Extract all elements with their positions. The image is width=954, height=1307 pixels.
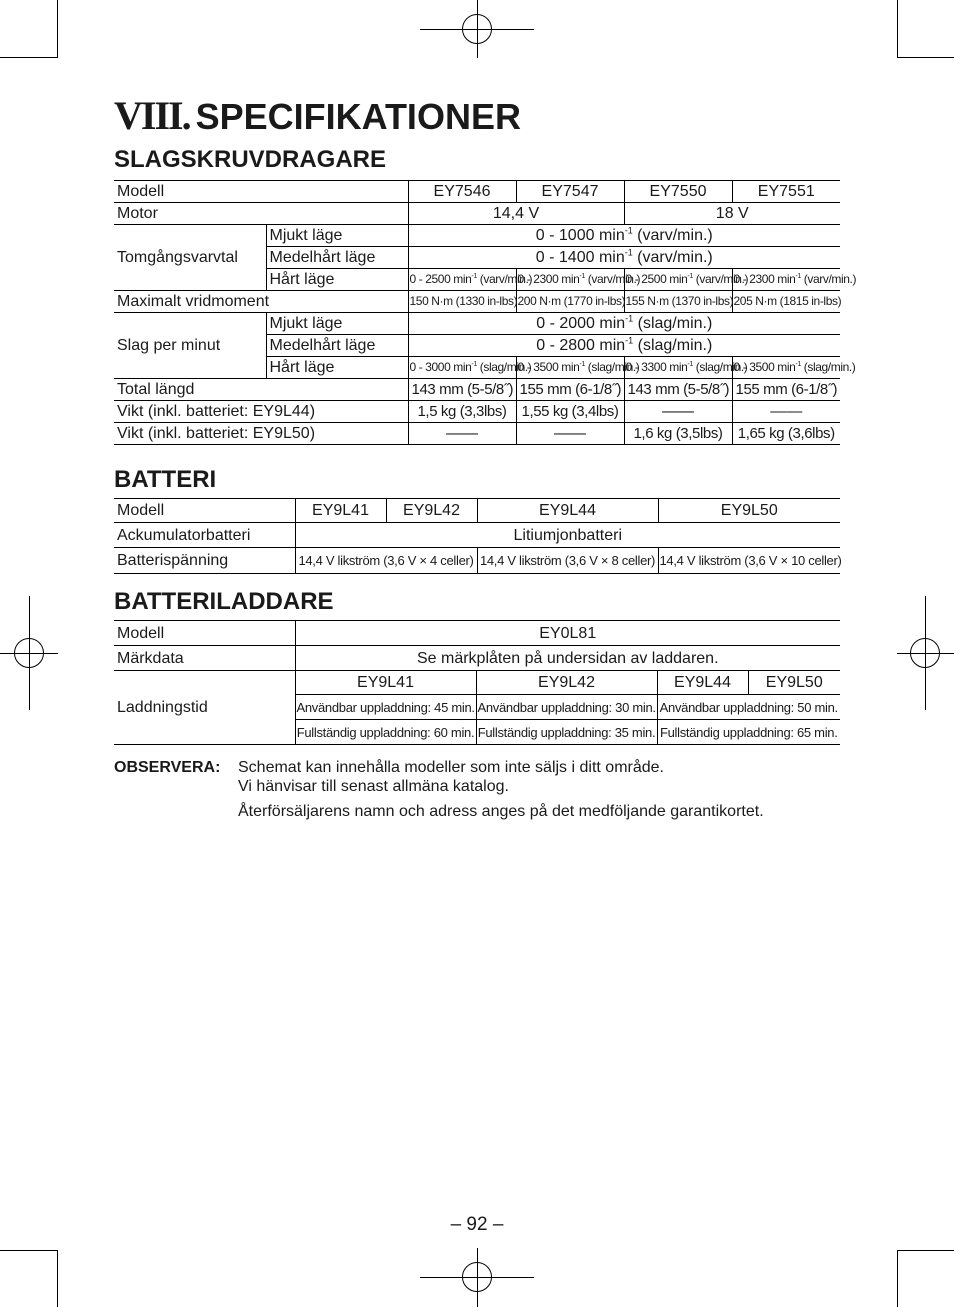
cell-label: Maximalt vridmoment [114,291,408,313]
cell-model: EY9L41 [295,499,386,523]
cell-value: 0 - 1000 $\min^{-1}$ (varv/min.) [408,225,840,247]
cell-sublabel: Mjukt läge [266,225,408,247]
chapter-number: VIII. [114,93,190,138]
cell-sublabel: Medelhårt läge [266,335,408,357]
table-slagskruvdragare [114,180,857,445]
cell-value: 0 - 3300 $\min^{-1}$ (slag/min.) [624,357,732,379]
crop-mark [897,57,954,58]
registration-mark [420,1248,534,1307]
table-row [114,401,840,423]
cell-value: —— [408,423,516,445]
section-heading-batteri: BATTERI [114,466,217,493]
cell-value: 155 mm (6-1/8˝) [732,379,840,401]
crop-mark [57,0,58,58]
cell-value: 14,4 V likström (3,6 V × 10 celler) [658,548,840,574]
registration-mark [897,596,954,710]
cell-sublabel: Hårt läge [266,357,408,379]
cell-value: 1,6 kg (3,5lbs) [624,423,732,445]
note-line: Återförsäljarens namn och adress anges på det medföljande garantikortet. [238,803,764,820]
cell-model: EY9L44 [657,671,748,695]
note-line: Schemat kan innehålla modeller som inte säljs i ditt område. [238,759,664,776]
cell-label: Slag per minut [114,313,266,379]
note-text [238,758,764,821]
cell-value: 143 mm (5-5/8˝) [408,379,516,401]
cell-label: Modell [114,621,295,646]
cell-value: 1,5 kg (3,3lbs) [408,401,516,423]
cell-model: EY7547 [516,181,624,203]
cell-value: 0 - 3500 $\min^{-1}$ (slag/min.) [732,357,840,379]
crop-mark [897,0,898,58]
table-row [114,621,840,646]
cell-value: Fullständig uppladdning: 65 min. [657,720,840,745]
cell-value: 150 N·m (1330 in-lbs) [408,291,516,313]
cell-label: Vikt (inkl. batteriet: EY9L50) [114,423,408,445]
crop-mark [897,1250,898,1307]
table-row [114,181,840,203]
cell-value: 0 - 2300 $\min^{-1}$ (varv/min.) [516,269,624,291]
page-title [114,92,521,139]
cell-value: 205 N·m (1815 in-lbs) [732,291,840,313]
cell-value: 14,4 V likström (3,6 V × 4 celler) [295,548,477,574]
table-batteriladdare [114,620,840,745]
cell-value: 0 - 2500 $\min^{-1}$ (varv/min.) [624,269,732,291]
cell-value: Användbar uppladdning: 50 min. [657,695,840,720]
cell-value: Användbar uppladdning: 30 min. [476,695,657,720]
cell-label: Märkdata [114,646,295,671]
cell-value: 1,55 kg (3,4lbs) [516,401,624,423]
cell-value: 18 V [624,203,840,225]
cell-value: —— [624,401,732,423]
cell-value: Fullständig uppladdning: 35 min. [476,720,657,745]
registration-mark [420,0,534,58]
cell-model: EY7550 [624,181,732,203]
crop-mark [0,1250,58,1251]
cell-value: —— [732,401,840,423]
crop-mark [897,1250,954,1251]
cell-model: EY9L50 [658,499,840,523]
cell-label: Ackumulatorbatteri [114,523,295,548]
note-label: OBSERVERA: [114,759,221,776]
cell-value: 0 - 2300 $\min^{-1}$ (varv/min.) [732,269,840,291]
cell-value: 143 mm (5-5/8˝) [624,379,732,401]
cell-value: Användbar uppladdning: 45 min. [295,695,476,720]
table-row [114,423,840,445]
chapter-title: SPECIFIKATIONER [195,96,521,137]
cell-value: 0 - 1400 $\min^{-1}$ (varv/min.) [408,247,840,269]
table-batteri [114,498,840,574]
cell-value: Litiumjonbatteri [295,523,840,548]
cell-label: Modell [114,499,295,523]
cell-model: EY9L42 [476,671,657,695]
cell-label: Total längd [114,379,408,401]
cell-value: 1,65 kg (3,6lbs) [732,423,840,445]
cell-value: 14,4 V likström (3,6 V × 8 celler) [477,548,658,574]
cell-model: EY7551 [732,181,840,203]
cell-value: Se märkplåten på undersidan av laddaren. [295,646,840,671]
cell-label: Vikt (inkl. batteriet: EY9L44) [114,401,408,423]
cell-value: 155 mm (6-1/8˝) [516,379,624,401]
cell-value: 0 - 2000 $\min^{-1}$ (slag/min.) [408,313,840,335]
table-row [114,313,840,335]
cell-value: 155 N·m (1370 in-lbs) [624,291,732,313]
cell-value: Fullständig uppladdning: 60 min. [295,720,476,745]
table-row [114,548,840,574]
table-row [114,646,840,671]
cell-value: 14,4 V [408,203,624,225]
table-row [114,203,840,225]
cell-model: EY9L44 [477,499,658,523]
cell-value: EY0L81 [295,621,840,646]
cell-value: 0 - 2500 $\min^{-1}$ (varv/min.) [408,269,516,291]
table-row [114,225,840,247]
cell-label: Tomgångsvarvtal [114,225,266,291]
cell-value: 200 N·m (1770 in-lbs) [516,291,624,313]
cell-sublabel: Hårt läge [266,269,408,291]
section-heading-batteriladdare: BATTERILADDARE [114,588,334,615]
crop-mark [57,1250,58,1307]
cell-value: 0 - 2800 $\min^{-1}$ (slag/min.) [408,335,840,357]
cell-sublabel: Mjukt läge [266,313,408,335]
table-row [114,523,840,548]
crop-mark [0,57,58,58]
cell-label: Modell [114,181,408,203]
cell-model: EY7546 [408,181,516,203]
note-line: Vi hänvisar till senast allmäna katalog. [238,778,509,795]
section-heading-slagskruvdragare: SLAGSKRUVDRAGARE [114,146,387,173]
table-row [114,671,840,695]
cell-label: Motor [114,203,408,225]
table-row [114,291,840,313]
cell-value: 0 - 3500 $\min^{-1}$ (slag/min.) [516,357,624,379]
registration-mark [0,596,58,710]
cell-model: EY9L42 [386,499,477,523]
cell-model: EY9L41 [295,671,476,695]
cell-label: Laddningstid [114,671,295,745]
cell-sublabel: Medelhårt läge [266,247,408,269]
cell-label: Batterispänning [114,548,295,574]
cell-value: —— [516,423,624,445]
table-row [114,499,840,523]
cell-value: 0 - 3000 $\min^{-1}$ (slag/min.) [408,357,516,379]
cell-model: EY9L50 [748,671,840,695]
table-row [114,379,840,401]
page-number: – 92 – [450,1214,504,1235]
